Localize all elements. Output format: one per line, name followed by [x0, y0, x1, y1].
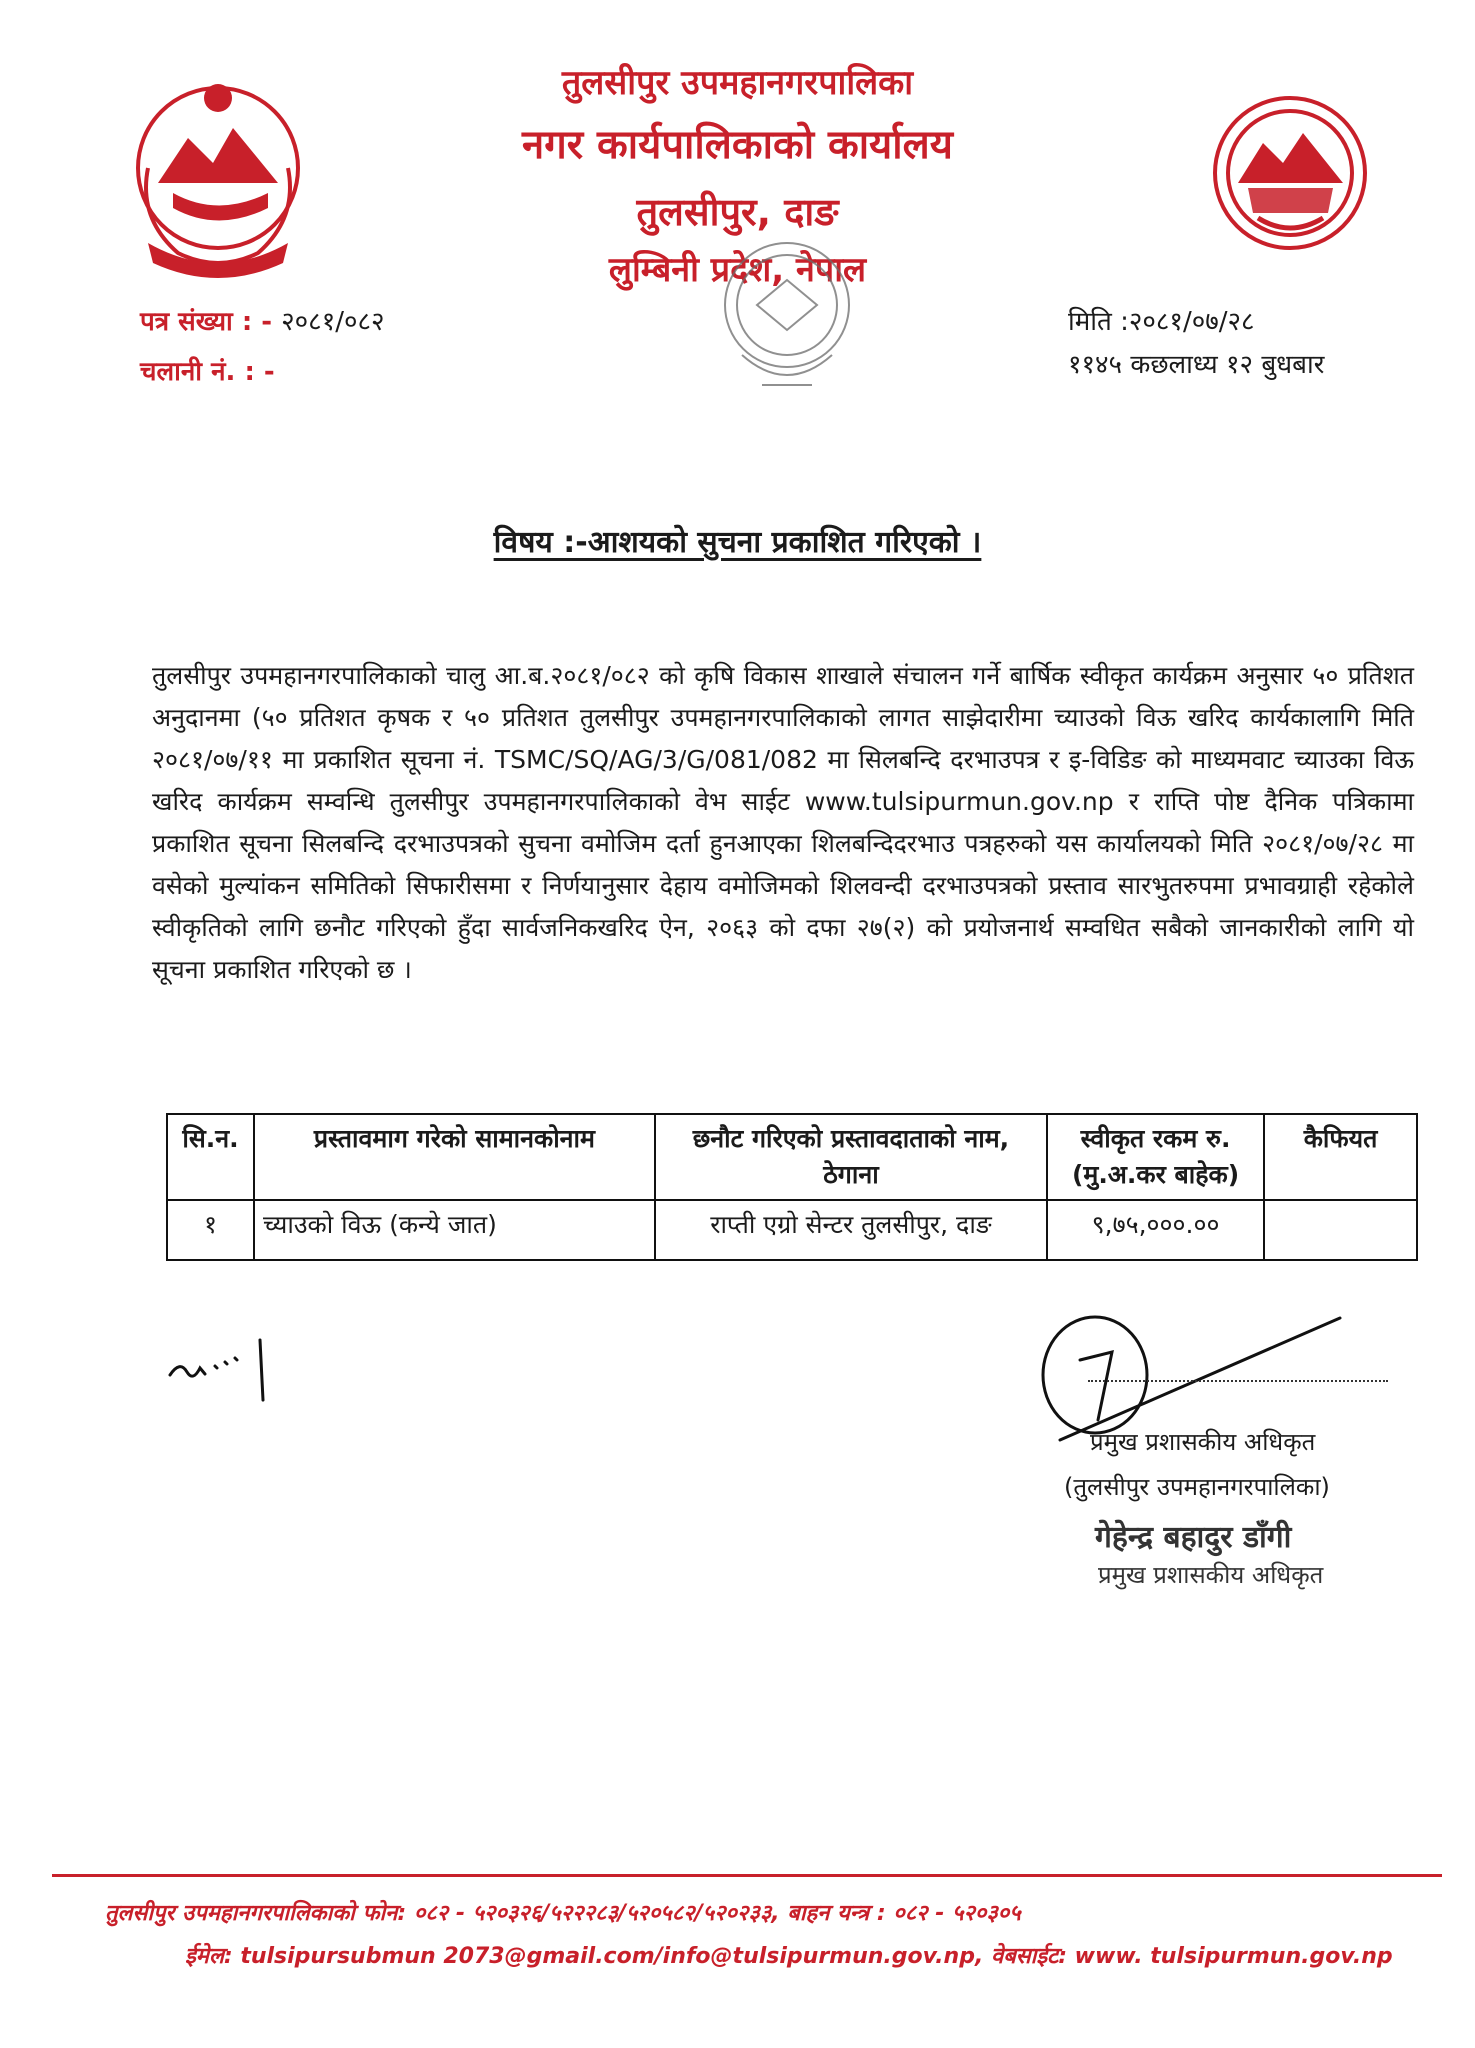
letterhead-province: लुम्बिनी प्रदेश, नेपाल — [608, 250, 867, 290]
cell-sn: १ — [167, 1200, 254, 1260]
initials-signature-icon — [165, 1330, 305, 1410]
letter-number-value: २०८१/०८२ — [281, 307, 385, 337]
cell-vendor: राप्ती एग्रो सेन्टर तुलसीपुर, दाङ — [655, 1200, 1047, 1260]
award-table — [166, 1113, 1418, 1261]
col-header-remark: कैफियत — [1264, 1114, 1417, 1200]
letterhead-municipality: तुलसीपुर उपमहानगरपालिका — [561, 63, 914, 103]
cell-amount: ९,७५,०००.०० — [1047, 1200, 1264, 1260]
cell-item: च्याउको विऊ (कन्ये जात) — [254, 1200, 655, 1260]
letter-date: मिति :२०८१/०७/२८ — [1068, 307, 1255, 337]
signatory-title: प्रमुख प्रशासकीय अधिकृत — [1090, 1428, 1316, 1456]
col-header-vendor: छनौट गरिएको प्रस्तावदाताको नाम, ठेगाना — [655, 1114, 1047, 1200]
dispatch-number-label: चलानी नं. : - — [140, 357, 275, 387]
letter-number-label: पत्र संख्या : - — [140, 307, 273, 337]
letter-date-alt: ११४५ कछलाध्य १२ बुधबार — [1068, 350, 1325, 380]
table-row — [167, 1200, 1417, 1260]
signatory-stamp-name: गेहेन्द्र बहादुर डाँगी — [1095, 1520, 1292, 1555]
letterhead-office: नगर कार्यपालिकाको कार्यालय — [522, 122, 953, 168]
col-header-item: प्रस्तावमाग गरेको सामानकोनाम — [254, 1114, 655, 1200]
body-paragraph: तुलसीपुर उपमहानगरपालिकाको चालु आ.ब.२०८१/०८२ को कृषि विकास शाखाले संचालन गर्ने बार्षिक स्वीकृत कार्यक्रम अनुसार ५० प्रतिशत अनुदानमा (५० प्रतिशत कृषक र ५० प्रतिशत तुलसीपुर उपमहानगरपालिकाको लागत साझेदारीमा च्याउको विऊ खरिद कार्यकालागि मिति २०८१/०७/११ मा प्रकाशित सूचना नं. TSMC/SQ/AG/3/G/081/082 मा सिलबन्दि दरभाउपत्र र इ-विडिङ को माध्यमवाट च्याउका विऊ खरिद कार्यक्रम सम्वन्धि तुलसीपुर उपमहानगरपालिकाको वेभ साईट www.tulsipurmun.gov.np र राप्ति पोष्ट दैनिक पत्रिकामा प्रकाशित सूचना सिलबन्दि दरभाउपत्रको सुचना वमोजिम दर्ता हुनआएका शिलबन्दिदरभाउ पत्रहरुको यस कार्यालयको मिति २०८१/०७/२८ मा वसेको मुल्यांकन समितिको सिफारीसमा र निर्णयानुसार देहाय वमोजिमको शिलवन्दी दरभाउपत्रको प्रस्ताव सारभुतरुपमा प्रभावग्राही रहेकोले स्वीकृतिको लागि छनौट गरिएको हुँदा सार्वजनिकखरिद ऐन, २०६३ को दफा २७(२) को प्रयोजनार्थ सम्वधित सबैको जानकारीको लागि यो सूचना प्रकाशित गरिएको छ । — [152, 661, 1414, 984]
subject-text: विषय :-आशयको सुचना प्रकाशित गरिएको । — [493, 525, 982, 560]
office-stamp-icon — [672, 235, 902, 415]
letterhead-location: तुलसीपुर, दाङ — [636, 190, 839, 234]
letter-number — [140, 302, 385, 338]
municipality-logo-icon — [1203, 88, 1378, 258]
signature-line — [1088, 1380, 1388, 1382]
footer-email-website: ईमेल: tulsipursubmun 2073@gmail.com/info@tulsipurmun.gov.np, वेबसाईट: www. tulsipurmun.gov.np — [185, 1944, 1393, 1969]
cell-remark — [1264, 1200, 1417, 1260]
signatory-org: (तुलसीपुर उपमहानगरपालिका) — [1064, 1473, 1330, 1501]
footer-divider — [52, 1874, 1442, 1877]
dispatch-number — [140, 352, 275, 388]
signatory-stamp-title: प्रमुख प्रशासकीय अधिकृत — [1098, 1561, 1324, 1589]
subject-line — [0, 520, 1475, 561]
col-header-amount: स्वीकृत रकम रु. (मु.अ.कर बाहेक) — [1047, 1114, 1264, 1200]
table-header-row — [167, 1114, 1417, 1200]
footer-phone: तुलसीपुर उपमहानगरपालिकाको फोन: ०८२ - ५२०३२६/५२२२८३/५२०५८२/५२०२३३, बाहन यन्त्र : ०८२ - ५२०३०५ — [105, 1901, 1021, 1926]
col-header-sn: सि.न. — [167, 1114, 254, 1200]
